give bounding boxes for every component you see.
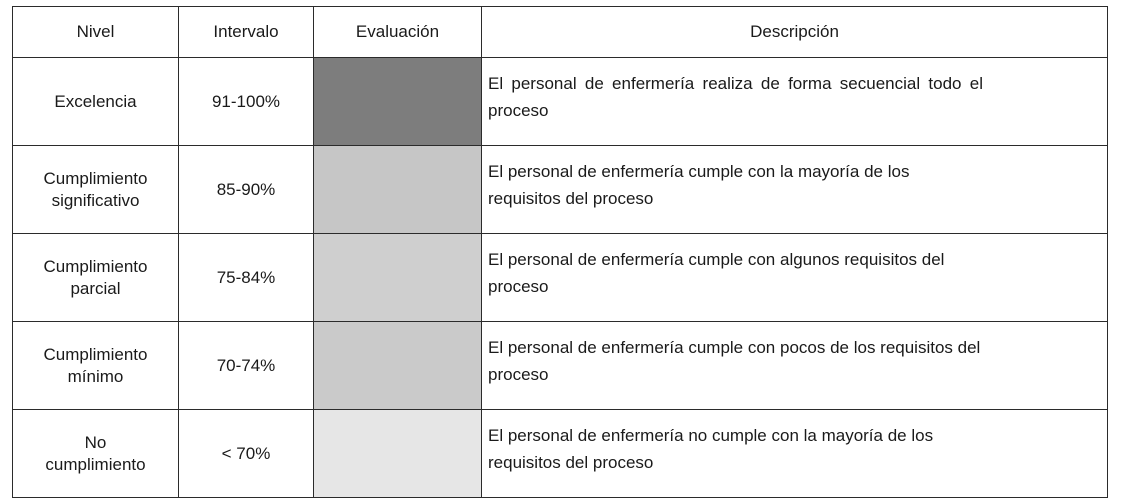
table-row	[13, 146, 1108, 234]
level-label-line2: cumplimiento	[45, 454, 146, 474]
description-cell	[482, 58, 1108, 146]
level-label: Excelencia	[54, 91, 137, 111]
header-nivel: Nivel	[13, 7, 179, 58]
evaluation-swatch-cell	[314, 146, 482, 234]
description-text: El personal de enfermería cumple con algunos requisitos del proceso	[488, 250, 945, 296]
level-cell	[13, 58, 179, 146]
level-label-line1: Cumplimiento	[43, 168, 148, 188]
table-row	[13, 58, 1108, 146]
level-label-line1: Cumplimiento	[43, 344, 148, 364]
evaluation-swatch	[314, 146, 481, 233]
header-descripcion: Descripción	[482, 7, 1108, 58]
level-cell	[13, 410, 179, 498]
description-text: El personal de enfermería realiza de forma secuencial todo el proceso	[488, 74, 983, 120]
level-label-line1: Cumplimiento	[43, 256, 148, 276]
interval-cell: 75-84%	[179, 234, 314, 322]
evaluation-swatch-cell	[314, 234, 482, 322]
evaluation-swatch	[314, 58, 481, 145]
description-cell	[482, 146, 1108, 234]
level-cell	[13, 322, 179, 410]
level-label-line2: parcial	[70, 278, 121, 298]
evaluation-table-container	[12, 6, 1107, 497]
evaluation-swatch	[314, 410, 481, 497]
evaluation-swatch-cell	[314, 322, 482, 410]
description-text: El personal de enfermería cumple con pocos de los requisitos del proceso	[488, 338, 981, 384]
table-row	[13, 410, 1108, 498]
table-row	[13, 234, 1108, 322]
description-cell	[482, 322, 1108, 410]
interval-cell: 85-90%	[179, 146, 314, 234]
header-intervalo: Intervalo	[179, 7, 314, 58]
description-text: El personal de enfermería cumple con la mayoría de los requisitos del proceso	[488, 162, 910, 208]
interval-cell: < 70%	[179, 410, 314, 498]
description-cell	[482, 410, 1108, 498]
level-label-line1: No	[84, 432, 107, 452]
header-evaluacion: Evaluación	[314, 7, 482, 58]
evaluation-swatch	[314, 234, 481, 321]
level-label-line2: mínimo	[67, 366, 124, 386]
evaluation-swatch	[314, 322, 481, 409]
level-label-line2: significativo	[51, 190, 140, 210]
interval-cell: 70-74%	[179, 322, 314, 410]
description-text: El personal de enfermería no cumple con la mayoría de los requisitos del proceso	[488, 426, 934, 472]
evaluation-swatch-cell	[314, 410, 482, 498]
evaluation-table	[12, 6, 1108, 498]
level-cell	[13, 234, 179, 322]
table-row	[13, 322, 1108, 410]
evaluation-swatch-cell	[314, 58, 482, 146]
interval-cell: 91-100%	[179, 58, 314, 146]
header-row	[13, 7, 1108, 58]
level-cell	[13, 146, 179, 234]
description-cell	[482, 234, 1108, 322]
